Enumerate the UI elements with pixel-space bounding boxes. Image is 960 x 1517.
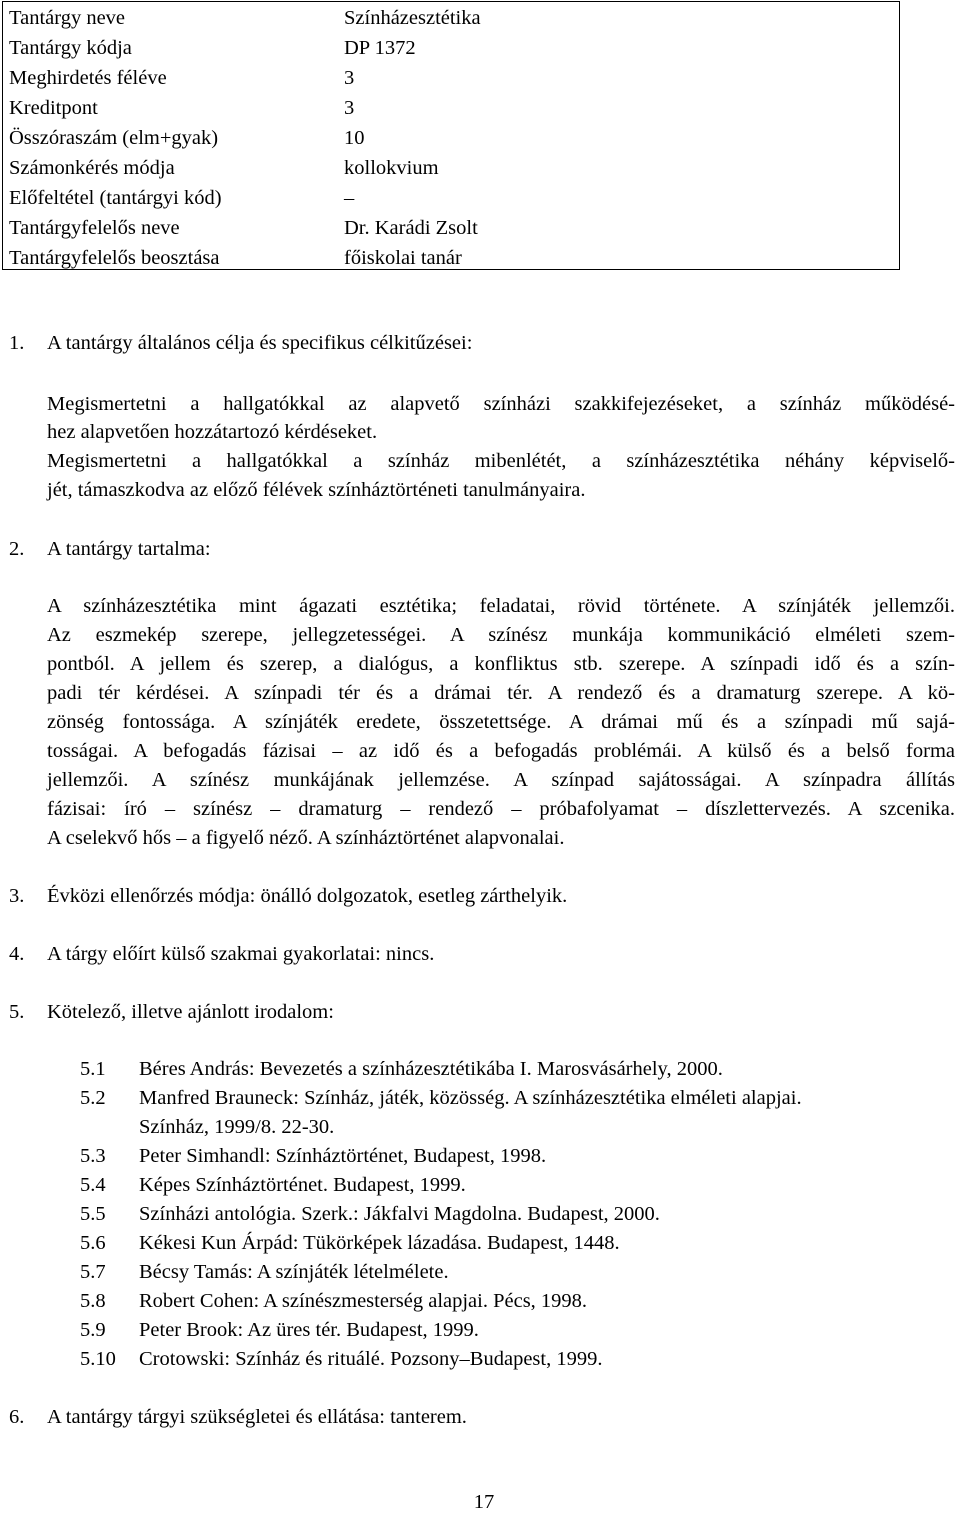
reference-text: Bécsy Tamás: A színjáték lételmélete. <box>139 1261 449 1283</box>
info-label: Meghirdetés féléve <box>9 67 167 89</box>
section-number: 5. <box>9 1001 25 1023</box>
paragraph-line: fázisai: író – színész – dramaturg – rendező – próbafolyamat – díszlettervezés. A szcenika. <box>47 798 955 820</box>
paragraph-line: pontból. A jellem és szerep, a dialógus, a konfliktus stb. szerepe. A színpadi idő és a szín- <box>47 653 955 675</box>
paragraph-line: padi tér kérdései. A színpadi tér és a drámai tér. A rendező és a dramaturg szerepe. A kö- <box>47 682 955 704</box>
page-number: 17 <box>473 1491 495 1513</box>
info-value: kollokvium <box>344 157 439 179</box>
info-label: Tantárgyfelelős neve <box>9 217 180 239</box>
reference-text: Képes Színháztörténet. Budapest, 1999. <box>139 1174 466 1196</box>
paragraph-line: Az eszmekép szerepe, jellegzetességei. A színész munkája kommunikáció elméleti szem- <box>47 624 955 646</box>
info-label: Tantárgy neve <box>9 7 126 29</box>
section-number: 1. <box>9 332 25 354</box>
paragraph-line: zönség fontossága. A színjáték eredete, összetettsége. A drámai mű és a színpadi mű sajá- <box>47 711 955 733</box>
reference-text: Kékesi Kun Árpád: Tükörképek lázadása. Budapest, 1448. <box>139 1232 620 1254</box>
paragraph-line: tosságai. A befogadás fázisai – az idő és a befogadás problémái. A külső és a belső forma <box>47 740 955 762</box>
section-heading: Kötelező, illetve ajánlott irodalom: <box>47 1001 334 1023</box>
section-number: 4. <box>9 943 25 965</box>
reference-text: Béres András: Bevezetés a színházesztétikába I. Marosvásárhely, 2000. <box>139 1058 723 1080</box>
section-heading: A tantárgy tartalma: <box>47 538 211 560</box>
reference-text: Manfred Brauneck: Színház, játék, közösség. A színházesztétika elméleti alapjai. <box>139 1087 802 1109</box>
reference-number: 5.5 <box>80 1203 106 1225</box>
info-label: Számonkérés módja <box>9 157 175 179</box>
reference-number: 5.6 <box>80 1232 106 1254</box>
info-label: Összóraszám (elm+gyak) <box>9 127 219 149</box>
reference-number: 5.9 <box>80 1319 106 1341</box>
info-value: Színházesztétika <box>344 7 481 29</box>
reference-number: 5.4 <box>80 1174 106 1196</box>
info-value: 10 <box>344 127 365 149</box>
paragraph-line: A cselekvő hős – a figyelő néző. A színháztörténet alapvonalai. <box>47 827 565 849</box>
paragraph-line: A színházesztétika mint ágazati esztétika; feladatai, rövid története. A színjáték jellemzői. <box>47 595 955 617</box>
info-value: 3 <box>344 97 355 119</box>
info-label: Előfeltétel (tantárgyi kód) <box>9 187 222 209</box>
reference-text: Színházi antológia. Szerk.: Jákfalvi Magdolna. Budapest, 2000. <box>139 1203 660 1225</box>
paragraph-line: hez alapvetően hozzátartozó kérdéseket. <box>47 421 378 443</box>
section-heading: A tantárgy tárgyi szükségletei és ellátása: tanterem. <box>47 1406 467 1428</box>
reference-text-continued: Színház, 1999/8. 22-30. <box>139 1116 335 1138</box>
paragraph-line: Megismertetni a hallgatókkal az alapvető színházi szakkifejezéseket, a színház működésé- <box>47 393 955 415</box>
section-heading: A tantárgy általános célja és specifikus célkitűzései: <box>47 332 473 354</box>
reference-text: Peter Simhandl: Színháztörténet, Budapest, 1998. <box>139 1145 547 1167</box>
section-heading: Évközi ellenőrzés módja: önálló dolgozatok, esetleg zárthelyik. <box>47 885 568 907</box>
course-info-table <box>2 1 900 270</box>
info-value: DP 1372 <box>344 37 416 59</box>
reference-number: 5.10 <box>80 1348 116 1370</box>
reference-text: Crotowski: Színház és rituálé. Pozsony–Budapest, 1999. <box>139 1348 603 1370</box>
info-label: Tantárgy kódja <box>9 37 132 59</box>
info-label: Kreditpont <box>9 97 98 119</box>
info-label: Tantárgyfelelős beosztása <box>9 247 220 269</box>
info-value: 3 <box>344 67 355 89</box>
reference-number: 5.8 <box>80 1290 106 1312</box>
info-value: főiskolai tanár <box>344 247 462 269</box>
section-number: 3. <box>9 885 25 907</box>
section-number: 2. <box>9 538 25 560</box>
reference-number: 5.3 <box>80 1145 106 1167</box>
reference-number: 5.1 <box>80 1058 106 1080</box>
paragraph-line: Megismertetni a hallgatókkal a színház mibenlétét, a színházesztétika néhány képviselő- <box>47 450 955 472</box>
paragraph-line: jellemzői. A színész munkájának jellemzése. A színpad sajátosságai. A színpadra állítás <box>47 769 955 791</box>
paragraph-line: jét, támaszkodva az előző félévek színháztörténeti tanulmányaira. <box>47 479 586 501</box>
info-value: Dr. Karádi Zsolt <box>344 217 478 239</box>
reference-text: Peter Brook: Az üres tér. Budapest, 1999. <box>139 1319 479 1341</box>
reference-text: Robert Cohen: A színészmesterség alapjai. Pécs, 1998. <box>139 1290 588 1312</box>
reference-number: 5.2 <box>80 1087 106 1109</box>
section-heading: A tárgy előírt külső szakmai gyakorlatai: nincs. <box>47 943 435 965</box>
info-value: – <box>344 187 355 209</box>
section-number: 6. <box>9 1406 25 1428</box>
reference-number: 5.7 <box>80 1261 106 1283</box>
